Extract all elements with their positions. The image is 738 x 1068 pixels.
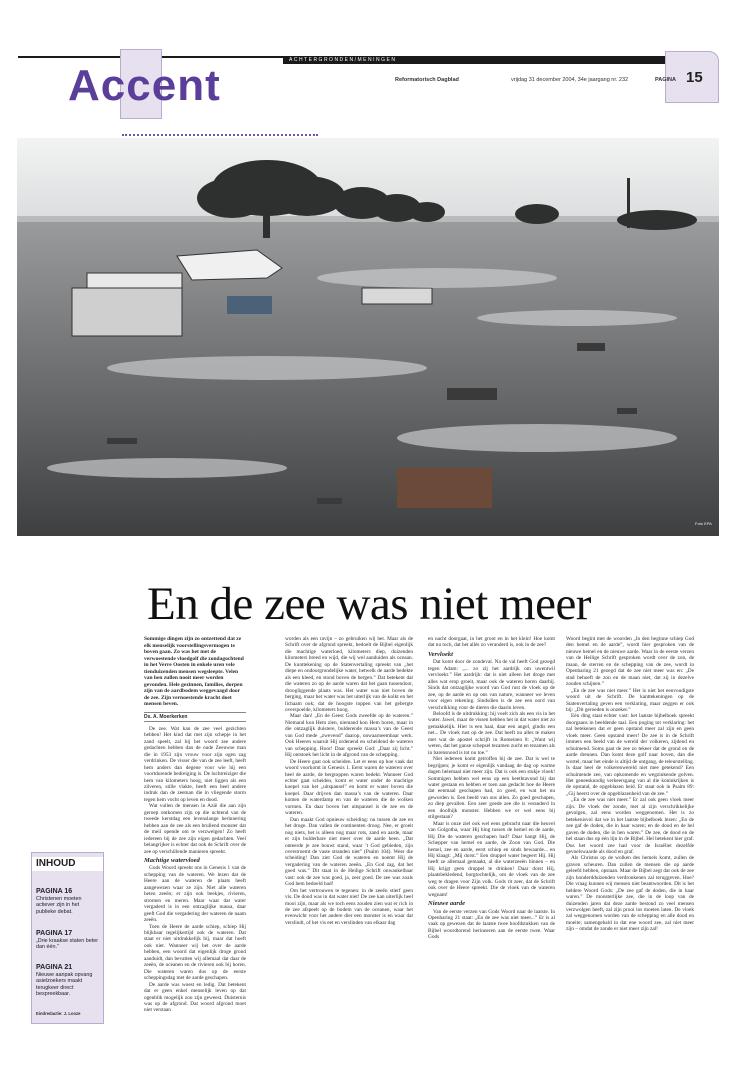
body-paragraph: worden als een ravijn – zo gebruiken wij het. Maar als de Schrift over de afgrond spreekt, bedoelt de Bijbel eigenlijk die machtige waterloed, kilometers diep, duizenden kilometers breed en wijd, die wij wel aanduiden als oceaan. De kunttekening op de Statenvertaling spreekt van „het diepe en ondoorgrondelijke water, hetwelk de aarde bedekte als een kleed, en stond boven de bergen.” Dat betekent dat die wateren zo op de aarde waren dat het gaan tussendoor, droogliggende plaats was. Het water was niet boven de berging, maar het water was het uiterlijk van de kolkt en het lichaam ook; dat de hoogste toppen van het gebergte overspoelde, kilometers hoog. <box>285 636 413 713</box>
article-byline: Ds. A. Moerkerken <box>144 712 246 722</box>
section-heading: Machtige watervloed <box>144 857 200 865</box>
article-column-3 <box>428 636 555 1056</box>
body-paragraph: De zee. Wat kan de zee veel gezichten hebben! Het kind dat met zijn schepje in het zand speelt, zal bij het woord zee andere gedachten hebben dan de oude Zeeuwse man die in 1953 zijn vrouw voor zijn ogen zag verdrinken. De visser die van de zee leeft, heeft hem anders dan degene voor wie hij een voortdurende bedreiging is. De luchtreiziger die hem van kilometers hoog, niet liggen als een zilveren, stille vlakte, heeft een heel andere indruk dan de zeeman die in vliegende storm tegen hem vocht op leven en dood. <box>144 725 246 803</box>
article-intro: Sommige dingen zijn zo ontzettend dat ze elk menselijk voorstellingsvermogen te boven gaan. Zo was het met de verwoestende vloedgolf die zondagochtend in het Verre Oosten in enkele uren vele tienduizenden mensen wegsleepte. Velen van hen zullen nooit meer worden gevonden. Hele gezinnen, families, dorpen zijn van de aardbodem weggevaagd door de zee. Zijn vernoestende kracht doet mensen beven. <box>144 636 244 707</box>
body-paragraph: Wat vullen de mensen in Azië die aan zijn geroep ontkomen zijn op die uchtend van de tweede kerstdag een levenslange herinnering hebben aan de zee als een brullend monster dat de meil opende om te verzwelgen! Zo heeft iedereen bij de zee zijn eigen gedachten. Veel belangrijker is echter dat ook de Schrift over de zee op verschillende manieren spreekt. <box>144 803 246 855</box>
article-column-1 <box>144 636 246 1056</box>
body-paragraph: „En de zee was niet meer.” Er zal ook geen vloek meer zijn. De vloek der zonde, met al zijn verschrikkelijke gevolgen, zal eens worden weggenomen. Het is zo betekenisvol dat we in het laatste bijbelboek lezen: „En de zee gaf de doden, die in haar waren; en de dood en de hel gaven de doden, die in hen waren.” De zee, de dood en de hel staan dus op één lijn in de Bijbel. Hel betekent hier graf. Dus het woord zee had voor de Israëliet dezelfde gevoelswaarde als dood en graf. <box>566 797 694 855</box>
article-headline: En de zee was niet meer <box>147 578 591 630</box>
page-label: PAGINA <box>655 77 676 83</box>
contents-footer: Eindredactie: J. Looze <box>36 1011 81 1016</box>
body-paragraph: Van de eerste verzen van Gods Woord naar de laatste. In Openbaring 21 staat: „En de zee was niet meer...” Er is al vaak op gewezen dat de laatste twee hoofdstukken van de Bijbel woordtorend herinneren aan de eerste twee. Waar Gods <box>428 908 555 941</box>
contents-title: INHOUD <box>32 857 103 871</box>
body-paragraph: Maar dan! „En de Geest Gods zweefde op de wateren.” Niemand kon Hem zien, niemand kon Hem horen, maar in die ontzaglijk duistere, bulderende massa’s van de Geest van God mede „zwevend” daarop, onwaarneembaar werk. Ook Heeren waaruit Hij ordenend en scheidend de wateren van schepping. Hoor! Daar spreekt God: „Daar zij licht.” Hij ontstoek het licht in de afgrond van de schepping. <box>285 713 413 759</box>
contents-box <box>31 852 104 1024</box>
contents-item-page: PAGINA 21 <box>36 964 73 971</box>
section-strip: ACHTERGRONDEN/MENINGEN <box>283 56 675 64</box>
body-paragraph: en nacht doorgaat, in het groot en in het klein! Hoe komt dat nu toch, dat het allés zo veranderd is, ook in de zee? <box>428 636 555 649</box>
contents-item[interactable] <box>36 888 100 915</box>
body-paragraph: Dat komt door de zondeval. Na de val heeft God gezegd tegen Adam: „... zo zij het aardrijk om uwentwil vervloekt.” Het aardrijk: dat is niet alleen het droge met alles wat erop groeit, maar ook de wateren horen daarbij. Sinds dat ontzaglijke woord van God rust de vloek op de zee, op de aarde en op ons van nature, wanneer we leven voor eigen rekening. Sindsdien is de zee een oord van verschrikking voor de dieren die daarin leven. <box>428 659 555 711</box>
flood-photo <box>17 138 719 536</box>
contents-item-text: Nieuwe aanpak opvang asielzoekers maakt terugkeer direct bespreekbaar. <box>36 972 93 998</box>
paper-name: Reformatorisch Dagblad <box>395 77 459 83</box>
contents-item-page: PAGINA 17 <box>36 930 73 937</box>
body-paragraph: Woord begint met de woorden „In den beginne schiep God den hemel en de aarde”, wordt hier gesproken van de nieuwe hemel en de nieuwe aarde. Waar in de eerste verzen van de Heilige Schrift gesproken wordt over de zon, de maan, de sterren en de schepping van de zee, wordt in Openbaring 21 gezegd dat de zee niet meer was en: „De stad behoeft de zon en de maan niet, dat zij in dezelve zouden schijnen.” <box>566 636 694 688</box>
section-heading: Vervloekt <box>428 650 453 658</box>
photo-credit: Foto EPA <box>695 521 712 526</box>
body-paragraph: Maar is onze ziel ook wel eens gebracht naar die heuvel van Golgotha, waar Hij hing tussen de hemel en de aarde, Hij Die de wateren geschapen had? Daar hangt Hij, de Schepper van hemel en aarde, de Zoon van God. Die hemel, zee en aarde, eerst schiep en sinds bewaarde... en Hij klaagt: „Mij dorst.” Een druppel water begeert Hij. Hij heeft ze allemaal gemaakt, al die waterzeeën binnen – en Hij krijgt geen druppel te drinken! Daar dorst Hij, plaatsbekledend, borgtochtelijk, om de vloek van de zee weg te dragen voor Zijn volk. Gods rit zeer, dat de Schrift ook over de Heere spreekt. Die de vloek van de wateren wegnam! <box>428 820 555 898</box>
body-paragraph: De Heere gaat ook scheiden. Let er eens op hoe vaak dat woord voorkomt in Genesis 1. Eerst waren de wateren over heel de aarde, de bergtoppen waren bedekt. Wanneer God echter gaat scheiden, komt er water onder de machtige koepel van het „uitspansel” en komt er water boven die koepel. Daar drijven dan massa’s van de wateren. Daar komen de waterdamp en van de wateren die de wolken vormen. En daar boven het uitspansel is de zee en de wateren. <box>285 758 413 817</box>
body-paragraph: Beloofd is de uitdrukking: hij voelt zich als een vis in het water. Jawel, maar de vissen hebben het in dat water niet zo gemakkelijk. Hier is een haai, daar een angel, gindis een net... De vloek rust op de zee. Dat heeft nu alles te maken met wat de apostel schrijft in Romeinen 8: „Want wij weten, dat het ganse schepsel tezamen zucht en tezamen als in barensnood is tot nu toe.” <box>428 710 555 756</box>
contents-item-page: PAGINA 16 <box>36 888 73 895</box>
body-paragraph: Eén ding staat echter vast: het laatste bijbelboek spreekt doorgaans in beeldende taal. Een poging tot verklaring: het zal betekenen dat er geen opstand meer zal zijn en geen vloek meer. Geen opstand meer! De zee is in de Schrift immers een beeld van de wereld der volkeren, zijdend en schuimend. Soms gaat de zee zo tekeer dat de grond en de aarde dreunen. Dan komt deze golf naar boven, dan die wortel, maar het einde is altijd de ontgang, de teleurstelling. Is daar heel de volkerenwereld niet mee getekend? Een schuimende zee, van opkomende en wegzinkende golven. Het geneeskundig verkeersgang van al die koninkrijken is de opstand, de opgeblazen heid. Er staat ook in Psalm 89: „Gij heerst over de opgeblazenheid van de zee.” <box>566 713 694 797</box>
body-paragraph: Gods Woord spreekt ons in Genesis 1 van de schepping van de wateren. We lezen dat de Heere aan de wateren de plaats heeft aangewezen waar ze zijn. Niet alle wateren heten zeeën; er zijn ook beekjes, rivieren, stromen en meren. Maar waar dat water vergaderd is in een ontzaglijke massa, daar geeft God die vergadering der wateren de naam zeeën. <box>144 865 246 924</box>
contents-item-text: „Drie kraakse staten beter dan één.” <box>36 938 99 951</box>
body-paragraph: Als Christus op de wolken des hemels komt, zullen de graven scheuren. Dan zullen de mensen die op aarde geleefd hebben, opstaan. Maar de Bijbel zegt dat ook de zee zijn honderdduizenden verdronkenen zal teruggeven. Hoe? Die vraag kunnen wij mensen niet beantwoorden. Dit is het heldere Woord Gods: „De zee gaf de doden, die in haar waren.” De monsterlijke zee, die in de loop van de duizenden jaren dat deze aarde bestond zo veel mensen verzwolgen heeft, zal zijn prooi los moeten laten. De vloek zal weggenomen worden van de schepping en alle dood en moeite; samengebald in dat ene woord zee, zal niet meer zijn – omdat de zonde er niet meer zijn zal! <box>566 855 694 933</box>
body-paragraph: De aarde was woest en ledig. Dat betekent dat er geen enkel menselijk leven op dat ogenblik mogelijk zou zijn geweest. Duisternis was op de afgrond. Dat woord afgrond moet niet verstaan <box>144 981 246 1014</box>
section-heading: Nieuwe aarde <box>428 900 466 908</box>
body-paragraph: „En de zee was niet meer.” Het is niet het eenvoudigste woord uit de Schrift. De kanttekeningen op de Statenvertaling geven een verklaring, maar zeggen er ook bij: „Dit geroeden is onzeker.” <box>566 687 694 713</box>
flood-scene-illustration <box>17 138 719 536</box>
contents-item[interactable] <box>36 930 100 951</box>
contents-item[interactable] <box>36 964 100 998</box>
body-paragraph: Dan maakt God opnieuw scheiding: nu tussen de zee en het droge. Dan vallen de continenten droog. Nee, er groeit nog niets, het is alleen nog maar rots, zand en aarde, maar er zijn bulderbare niet meer over de aarde heen. „Dat onteerde je zee bouwt stand, waar ’t God gebieden, zijn overstroemt de vaste stranden niet” (Psalm 104). Weer die scheiding! Dan ziet God de wateren en noemt Hij de vergadering van de wateren zeeën. „En God zag, dat het goed was.” Dit staat in de Heilige Schrift onwankelbaar vast: ook de zee was goed, ja, zeer goed. De zee was zoals God hem bedoeld had! <box>285 816 413 888</box>
article-column-4 <box>566 636 694 1056</box>
contents-item-text: Christenen moeten actiever zijn in het publieke debat. <box>36 896 82 915</box>
body-paragraph: Niet iedereen komt getroffen bij de zee. Dat is wel te begrijpen; je komt er eigenlijk vandaag de dag op warme dagen helemaal niet meer zijn. Dat is ook een stukje vloek! Sommigen hebben wel eens op een heethtavond bij dat water gestaan en hebben er toen aan gedacht hoe de Heere dat eenmaal geschapen had, zo goed, en wat het nu geworden is. Een beeld van ons allen. Zo goed geschapen, zo diep gevallen. Een zeer goede zee die is veranderd in een doolhijk monster. Hebben we er wel eens bij stilgestaan? <box>428 756 555 821</box>
page-number: 15 <box>686 69 703 86</box>
body-paragraph: Om het vertrouwen te tegenen: in de zeeën stierf geen vis. De dood was in dat water niet! De zee kan uiterlijk heel mooi zijn, maar als we toch eens zouden zien wat er rich in de zee afspeelt op de bodem van de oceanen, waar het evenwicht voor het andere dier een monster is en waar dat verslindt, of het vis eet en verslinden van elkaar dag <box>285 887 413 926</box>
dateline: vrijdag 31 december 2004, 34e jaargang nr. 232 <box>511 77 629 83</box>
dotted-rule <box>122 134 318 136</box>
article-column-2 <box>285 636 413 1056</box>
section-title: Accent <box>68 61 221 110</box>
body-paragraph: Toen de Heere de aarde schiep, schiep Hij blijkbaar tegelijkertijd ook de wateren. Dat staat er niet uitdrukkelijk bij, maar dat hoeft ook niet. Wanneer wij het over de aarde hebben, een woord dat eigenlijk droge grond aanduidt, dan bevatten wij allemaal dat daar de zeeën, de oceanen en de rivieren ook bij horen. Die wateren waren dus op de eerste scheppingsdag met de aarde geschapen. <box>144 923 246 982</box>
